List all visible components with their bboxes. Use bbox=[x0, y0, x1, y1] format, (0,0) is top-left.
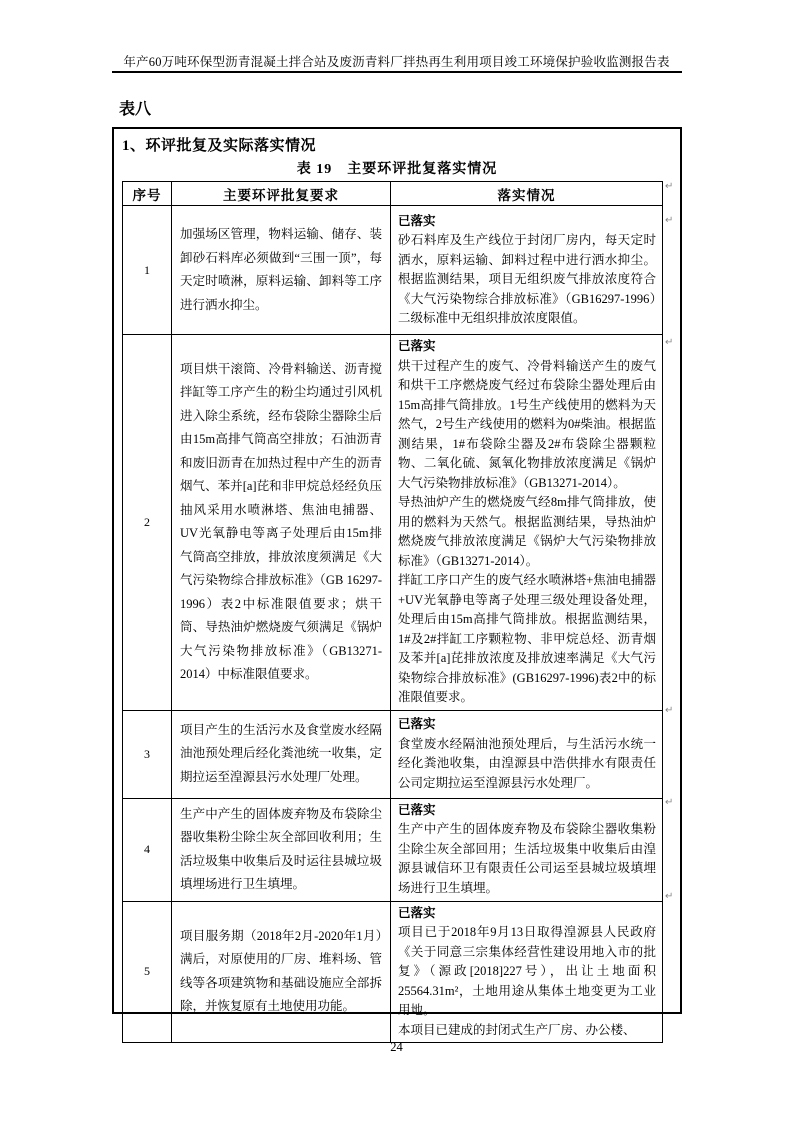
status-label: 已落实 bbox=[398, 802, 436, 817]
table-row bbox=[123, 798, 663, 901]
implementation-cell bbox=[391, 901, 663, 1043]
row-number: 1 bbox=[123, 206, 172, 335]
implementation-cell bbox=[391, 710, 663, 798]
table-caption: 表 19 主要环评批复落实情况 bbox=[296, 162, 498, 177]
column-header-requirement: 主要环评批复要求 bbox=[172, 182, 391, 206]
status-label: 已落实 bbox=[398, 213, 436, 228]
status-label: 已落实 bbox=[398, 339, 436, 353]
page-number: 24 bbox=[390, 1040, 403, 1054]
paragraph-mark-icon: ↵ bbox=[665, 891, 674, 902]
table-row bbox=[123, 335, 663, 711]
approval-implementation-table bbox=[122, 181, 663, 1043]
requirement-cell: 项目产生的生活污水及食堂废水经隔油池预处理后经化粪池统一收集，定期拉运至湟源县污水处理厂处理。 bbox=[172, 710, 391, 798]
implementation-paragraph: 导热油炉产生的燃烧废气经8m排气筒排放，使用的燃料为天然气。根据监测结果，导热油炉燃烧废气排放浓度满足《锅炉大气污染物排放标准》（GB13271-2014）。 bbox=[398, 495, 656, 568]
status-label: 已落实 bbox=[398, 717, 436, 731]
column-header-no: 序号 bbox=[123, 182, 172, 206]
implementation-paragraph: 生产中产生的固体废弃物及布袋除尘器收集粉尘除尘灰全部回用；生活垃圾集中收集后由湟源县诚信环卫有限责任公司运至县城垃圾填埋场进行卫生填埋。 bbox=[398, 822, 656, 895]
implementation-cell bbox=[391, 206, 663, 335]
requirement-cell: 项目服务期（2018年2月-2020年1月）满后，对原使用的厂房、堆料场、管线等各项建筑物和基础设施应全部拆除，并恢复原有土地使用功能。 bbox=[172, 901, 391, 1043]
paragraph-mark-icon: ↵ bbox=[665, 337, 674, 348]
section-title: 1、环评批复及实际落实情况 bbox=[122, 138, 317, 154]
row-number: 2 bbox=[123, 335, 172, 711]
paragraph-mark-icon: ↵ bbox=[665, 181, 674, 192]
requirement-cell: 加强场区管理，物料运输、储存、装卸砂石料库必须做到“三围一顶”，每天定时喷淋，原料运输、卸料等工序进行洒水抑尘。 bbox=[172, 206, 391, 335]
column-header-implementation: 落实情况 bbox=[391, 182, 663, 206]
row-number: 5 bbox=[123, 901, 172, 1043]
paragraph-mark-icon: ↵ bbox=[665, 797, 674, 808]
header-rule bbox=[112, 71, 682, 73]
content-box bbox=[112, 127, 682, 1037]
paragraph-mark-icon: ↵ bbox=[665, 215, 674, 226]
implementation-paragraph: 砂石料库及生产线位于封闭厂房内，每天定时洒水，原料运输、卸料过程中进行洒水抑尘。根据监测结果，项目无组织废气排放浓度符合《大气污染物综合排放标准》（GB16297-1996）二级标准中无组织排放浓度限值。 bbox=[398, 233, 656, 325]
table-row bbox=[123, 901, 663, 1043]
implementation-cell bbox=[391, 798, 663, 901]
table-header-row bbox=[123, 182, 663, 206]
implementation-paragraph: 食堂废水经隔油池预处理后，与生活污水统一经化粪池收集，由湟源县中浩供排水有限责任公司定期拉运至湟源县污水处理厂。 bbox=[398, 736, 656, 790]
implementation-cell bbox=[391, 335, 663, 711]
table-label: 表八 bbox=[119, 101, 152, 118]
row-number: 3 bbox=[123, 710, 172, 798]
implementation-paragraph: 项目已于2018年9月13日取得湟源县人民政府《关于同意三宗集体经营性建设用地入市的批复》（源政[2018]227号），出让土地面积25564.31m²，土地用途从集体土地变更为工业用地。 bbox=[398, 925, 656, 1017]
row-number: 4 bbox=[123, 798, 172, 901]
implementation-paragraph: 烘干过程产生的废气、冷骨料输送产生的废气和烘干工序燃烧废气经过布袋除尘器处理后由15m高排气筒排放。1号生产线使用的燃料为天然气，2号生产线使用的燃料为0#柴油。根据监测结果，1#布袋除尘器及2#布袋除尘器颗粒物、二氧化硫、氮氧化物排放浓度满足《锅炉大气污染物排放标准》（GB13271-2014）。 bbox=[398, 358, 656, 490]
status-label: 已落实 bbox=[398, 905, 436, 920]
requirement-cell: 生产中产生的固体废弃物及布袋除尘器收集粉尘除尘灰全部回收利用；生活垃圾集中收集后及时运往县城垃圾填埋场进行卫生填埋。 bbox=[172, 798, 391, 901]
table-row bbox=[123, 206, 663, 335]
implementation-paragraph: 本项目已建成的封闭式生产厂房、办公楼、 bbox=[398, 1022, 636, 1037]
table-row bbox=[123, 710, 663, 798]
paragraph-mark-icon: ↵ bbox=[665, 705, 674, 716]
implementation-paragraph: 拌缸工序口产生的废气经水喷淋塔+焦油电捕器+UV光氧静电等离子处理三级处理设备处理，处理后由15m高排气筒排放。根据监测结果，1#及2#拌缸工序颗粒物、非甲烷总烃、沥青烟及苯并[a]芘排放浓度及排放速率满足《大气污染物综合排放标准》(GB16297-1996)表2中的标准限值要求。 bbox=[398, 573, 656, 704]
document-header: 年产60万吨环保型沥青混凝土拌合站及废沥青料厂拌热再生利用项目竣工环境保护验收监测报告表 bbox=[123, 55, 670, 69]
requirement-cell: 项目烘干滚筒、冷骨料输送、沥青搅拌缸等工序产生的粉尘均通过引风机进入除尘系统，经布袋除尘器除尘后由15m高排气筒高空排放；石油沥青和废旧沥青在加热过程中产生的沥青烟气、苯并[a]芘和非甲烷总烃经负压抽风采用水喷淋塔、焦油电捕器、UV光氧静电等离子处理后由15m排气筒高空排放，排放浓度须满足《大气污染物综合排放标准》（GB 16297-1996）表2中标准限值要求；烘干筒、导热油炉燃烧废气须满足《锅炉大气污染物排放标准》（GB13271-2014）中标准限值要求。 bbox=[172, 335, 391, 711]
